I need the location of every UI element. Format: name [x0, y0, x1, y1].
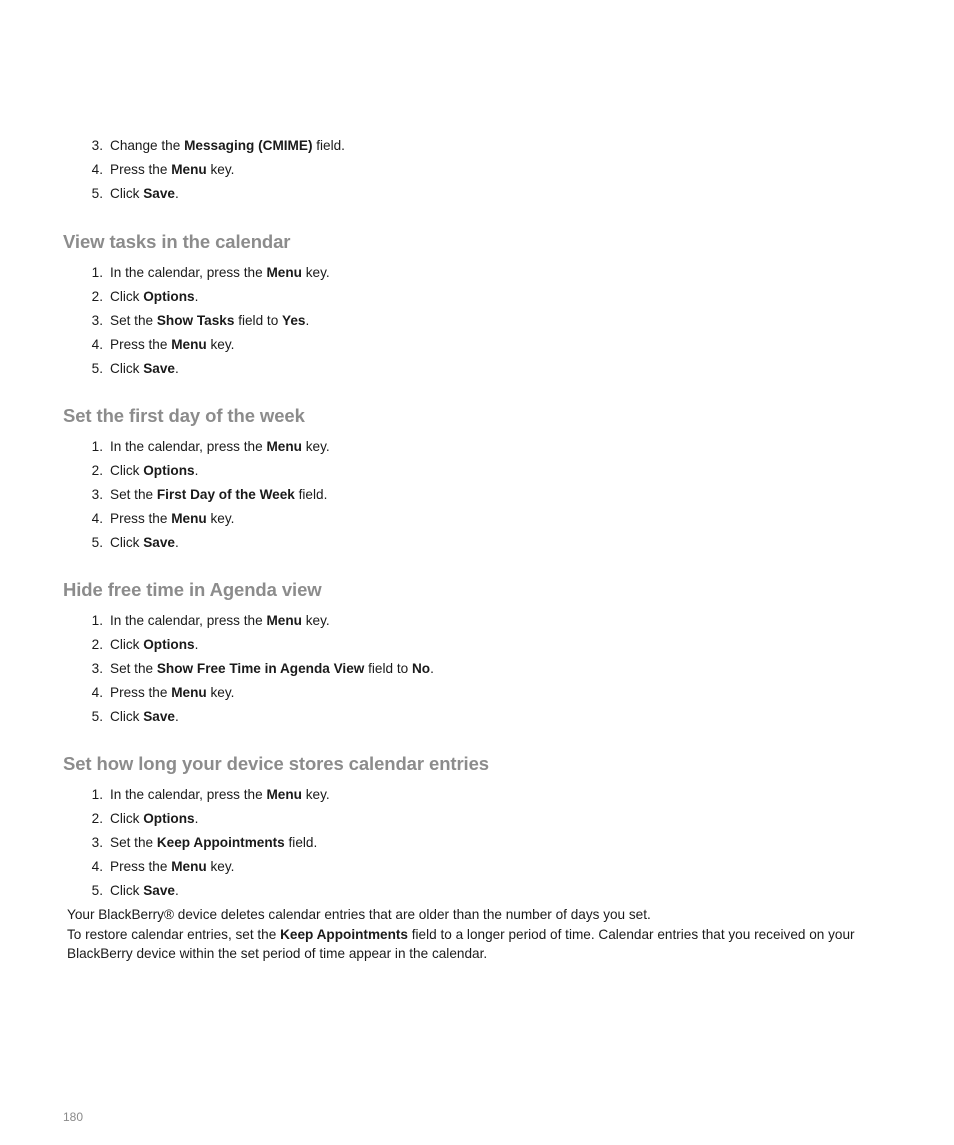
step-text: Click Save.	[110, 185, 179, 201]
step-number: 5.	[91, 708, 103, 724]
section-heading: Set how long your device stores calendar entries	[63, 753, 489, 774]
step-text: In the calendar, press the Menu key.	[110, 613, 330, 628]
section-hide-free-time	[63, 579, 883, 728]
step-text: Change the Messaging (CMIME) field.	[110, 138, 345, 153]
step-text: Click Options.	[110, 288, 199, 304]
step-item	[63, 309, 883, 333]
step-item	[63, 531, 883, 555]
step-number: 1.	[91, 787, 103, 802]
step-text: Press the Menu key.	[110, 336, 235, 352]
step-number: 5.	[91, 534, 103, 550]
section-keep-appointments	[63, 753, 883, 902]
step-item	[63, 783, 883, 807]
step-number: 4.	[91, 510, 103, 526]
note-paragraph: Your BlackBerry® device deletes calendar entries that are older than the number of days you set.	[67, 907, 651, 922]
step-number: 2.	[91, 462, 103, 478]
step-number: 3.	[91, 660, 103, 676]
step-list	[63, 435, 883, 554]
step-item	[63, 831, 883, 855]
step-text: In the calendar, press the Menu key.	[110, 439, 330, 454]
notes-block	[67, 905, 887, 964]
step-text: Set the First Day of the Week field.	[110, 486, 328, 502]
step-text: Press the Menu key.	[110, 510, 235, 526]
step-item	[63, 879, 883, 903]
step-item	[63, 855, 883, 879]
step-item	[63, 657, 883, 681]
step-text: Click Save.	[110, 360, 179, 376]
step-text: Click Options.	[110, 462, 199, 478]
section-heading: Set the first day of the week	[63, 405, 305, 426]
step-text: Set the Show Tasks field to Yes.	[110, 312, 310, 328]
step-item	[63, 435, 883, 459]
step-list	[63, 134, 883, 206]
step-item	[63, 483, 883, 507]
step-number: 3.	[91, 486, 103, 502]
step-number: 3.	[91, 138, 103, 153]
step-text: Click Save.	[110, 882, 179, 898]
step-item	[63, 681, 883, 705]
step-number: 4.	[91, 858, 103, 874]
step-text: Set the Keep Appointments field.	[110, 834, 318, 850]
step-number: 4.	[91, 161, 103, 177]
section-heading: Hide free time in Agenda view	[63, 579, 322, 600]
section-heading: View tasks in the calendar	[63, 231, 291, 252]
step-item	[63, 158, 883, 182]
step-text: Press the Menu key.	[110, 684, 235, 700]
step-number: 5.	[91, 882, 103, 898]
step-number: 5.	[91, 360, 103, 376]
step-item	[63, 633, 883, 657]
step-item	[63, 609, 883, 633]
step-number: 3.	[91, 312, 103, 328]
step-text: Set the Show Free Time in Agenda View field to No.	[110, 660, 434, 676]
step-text: Press the Menu key.	[110, 161, 235, 177]
step-number: 4.	[91, 336, 103, 352]
section-view-tasks	[63, 231, 883, 380]
step-number: 5.	[91, 185, 103, 201]
step-item	[63, 261, 883, 285]
step-list	[63, 783, 883, 902]
step-text: Press the Menu key.	[110, 858, 235, 874]
step-text: In the calendar, press the Menu key.	[110, 265, 330, 280]
step-text: Click Save.	[110, 708, 179, 724]
step-item	[63, 807, 883, 831]
step-number: 2.	[91, 810, 103, 826]
step-item	[63, 285, 883, 309]
step-item	[63, 507, 883, 531]
step-item	[63, 357, 883, 381]
step-item	[63, 459, 883, 483]
step-item	[63, 134, 883, 158]
step-number: 2.	[91, 288, 103, 304]
step-text: Click Options.	[110, 810, 199, 826]
step-number: 1.	[91, 439, 103, 454]
step-text: Click Save.	[110, 534, 179, 550]
continued-steps-block	[63, 134, 883, 206]
step-list	[63, 261, 883, 380]
step-text: Click Options.	[110, 636, 199, 652]
step-item	[63, 182, 883, 206]
step-item	[63, 333, 883, 357]
note-paragraph: To restore calendar entries, set the Keep Appointments field to a longer period of time. Calendar entries that you received on your BlackBerry device within the set period of time appear in the calendar.	[67, 926, 855, 961]
step-number: 3.	[91, 834, 103, 850]
section-first-day	[63, 405, 883, 554]
step-text: In the calendar, press the Menu key.	[110, 787, 330, 802]
page-number: 180	[63, 1110, 84, 1124]
step-list	[63, 609, 883, 728]
step-number: 1.	[91, 265, 103, 280]
step-number: 1.	[91, 613, 103, 628]
step-number: 2.	[91, 636, 103, 652]
step-item	[63, 705, 883, 729]
step-number: 4.	[91, 684, 103, 700]
